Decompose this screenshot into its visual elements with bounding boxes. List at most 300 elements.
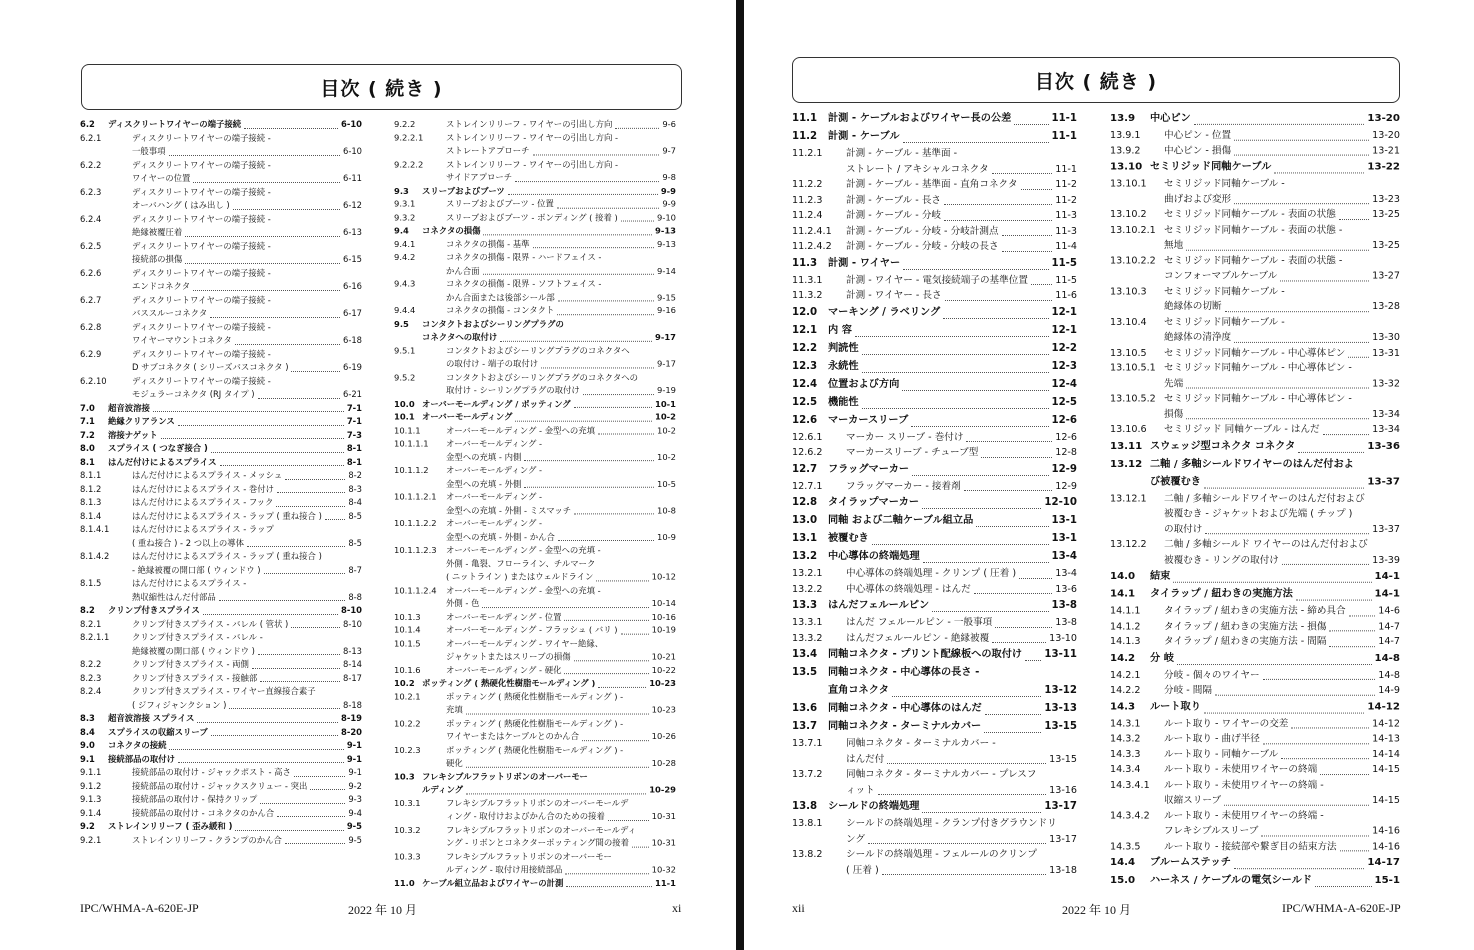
toc-number: 8.2.4	[80, 686, 102, 696]
toc-number: 10.1.1.2	[394, 465, 429, 475]
toc-page-number: 6-11	[342, 173, 362, 183]
toc-number: 6.2.7	[80, 294, 102, 305]
dot-leader	[868, 843, 1046, 844]
toc-number: 10.1.6	[394, 664, 421, 675]
toc-title: 接続部品の取付け - コネクタのかん合	[132, 807, 275, 818]
toc-entry	[792, 430, 1077, 446]
toc-section-heading	[80, 820, 362, 834]
toc-page-number: 14-12	[1372, 718, 1400, 729]
dot-leader	[178, 425, 344, 426]
toc-page-number: 12-5	[1051, 396, 1077, 408]
toc-title: 接続部品の取付け - ジャックポスト - 高さ	[132, 767, 291, 777]
dot-leader	[1291, 727, 1369, 728]
toc-number: 10.1.4	[394, 624, 421, 635]
toc-title: 硬化	[446, 757, 463, 768]
toc-title: 中心ピン - 損傷	[1164, 145, 1232, 157]
toc-title: 絶縁クリアランス	[108, 416, 175, 426]
toc-title: セミリジッド同軸ケーブル - 中心導体ピン -	[1164, 393, 1352, 405]
dot-leader	[291, 371, 340, 372]
toc-page-number: 9-15	[656, 292, 676, 302]
dot-leader	[1215, 694, 1375, 695]
toc-page-number: 13-27	[1372, 270, 1400, 282]
toc-title: ポッティング ( 熱硬化性樹脂モールディング ) -	[446, 744, 624, 755]
toc-entry	[80, 267, 362, 294]
toc-title: ハーネス / ケーブルの電気シールド	[1150, 875, 1312, 887]
dot-leader	[310, 789, 345, 790]
toc-title: ルート取り - 接続部や繋ぎ目の結束方法	[1164, 840, 1337, 852]
toc-page-number: 10-14	[651, 598, 676, 609]
toc-entry	[394, 251, 676, 278]
toc-page-number: 14-17	[1367, 857, 1400, 869]
toc-number: 12.7	[792, 463, 818, 475]
dot-leader	[1261, 835, 1369, 836]
dot-leader	[515, 181, 659, 182]
toc-page-number: 10-21	[651, 651, 676, 662]
toc-entry	[394, 278, 676, 305]
dot-leader	[483, 234, 652, 235]
toc-column-right	[1110, 110, 1400, 890]
toc-page-number: 9-9	[660, 185, 676, 196]
toc-title: タイラップ / 紐わきの実施方法	[1150, 588, 1293, 600]
toc-entry	[1110, 253, 1400, 284]
dot-leader	[169, 155, 340, 156]
toc-title: ワイヤーまたはケーブルとのかん合	[446, 731, 579, 742]
toc-title: ルディング	[422, 784, 464, 795]
toc-page-number: 13-8	[1055, 617, 1077, 628]
toc-section-heading	[1110, 159, 1400, 177]
dot-leader	[500, 340, 652, 341]
toc-title: ディスクリートワイヤーの端子接続 -	[132, 213, 271, 224]
dot-leader	[1002, 235, 1053, 236]
toc-page-number: 7-1	[346, 402, 362, 413]
dot-leader	[1234, 139, 1369, 140]
dot-leader	[903, 269, 1048, 270]
toc-number: 7.2	[80, 429, 95, 440]
toc-entry	[394, 690, 676, 717]
dot-leader	[1234, 155, 1369, 156]
toc-section-heading	[394, 877, 676, 890]
toc-title: 金型への充填 - 外側 - かん合	[446, 531, 555, 542]
dot-leader	[943, 318, 1048, 319]
dot-leader	[1315, 886, 1372, 887]
toc-title: スリーブおよびブーツ	[422, 185, 505, 196]
toc-title: ルート取り - 未使用ワイヤーの終端 -	[1164, 810, 1324, 822]
toc-title: セミリジッド同軸ケーブル - 中心導体ピン	[1164, 347, 1346, 359]
dot-leader	[912, 475, 1048, 476]
toc-title: スリーブおよびブーツ - ボンディング ( 接着 )	[446, 212, 618, 223]
toc-page-number: 9-2	[348, 780, 362, 791]
toc-number: 11.2.4.1	[792, 225, 832, 237]
toc-number: 11.2.1	[792, 148, 823, 159]
toc-entry	[394, 491, 676, 518]
toc-number: 10.2.2	[394, 717, 421, 728]
dot-leader	[1002, 251, 1053, 252]
toc-page-number: 12-6	[1051, 414, 1077, 426]
toc-entry	[1110, 143, 1400, 158]
toc-number: 10.1.1	[394, 425, 421, 435]
toc-number: 12.6.2	[792, 447, 823, 458]
dot-leader	[466, 793, 646, 794]
dot-leader	[1263, 679, 1376, 680]
toc-entry	[1110, 762, 1400, 777]
toc-page-number: 13-36	[1367, 440, 1400, 452]
toc-number: 11.3.1	[792, 274, 823, 286]
toc-page-number: 13-20	[1372, 129, 1400, 141]
toc-title: 接続部の損傷	[132, 254, 183, 264]
dot-leader	[285, 479, 345, 480]
toc-number: 10.3.3	[394, 851, 421, 861]
toc-title: フレキシブルスリーブ	[1164, 825, 1259, 837]
toc-number: 9.3	[394, 185, 409, 196]
toc-page-number: 7-1	[346, 416, 362, 426]
toc-title: シールドの終端処理 - フェルールのクリンプ	[846, 849, 1037, 860]
toc-title: 分岐 - 間隔	[1164, 684, 1212, 696]
toc-number: 13.10.5.2	[1110, 393, 1156, 405]
toc-entry	[1110, 391, 1400, 422]
toc-page-number: 8-4	[348, 497, 362, 507]
dot-leader	[277, 816, 345, 817]
dot-leader	[566, 886, 652, 887]
toc-entry	[1110, 491, 1400, 537]
dot-leader	[1323, 434, 1369, 435]
toc-title: マーカー スリーブ - 巻付け	[846, 431, 964, 443]
toc-title: コンタクトおよびシーリングプラグのコネクタへ	[446, 345, 630, 356]
toc-entry	[80, 685, 362, 712]
toc-entry	[394, 637, 676, 664]
dot-leader	[922, 812, 1041, 813]
toc-section-heading	[792, 700, 1077, 718]
toc-title: コンフォーマブルケーブル	[1164, 270, 1278, 282]
toc-page-number: 13-37	[1372, 523, 1400, 535]
toc-page-number: 14-7	[1378, 636, 1400, 648]
toc-number: 13.10	[1110, 161, 1143, 173]
dot-leader	[596, 580, 648, 581]
toc-number: 13.6	[792, 703, 818, 714]
toc-page-number: 15-1	[1374, 875, 1400, 887]
toc-page-number: 9-19	[656, 385, 676, 396]
toc-entry	[394, 371, 676, 398]
toc-page-number: 6-19	[342, 362, 362, 372]
toc-number: 6.2.9	[80, 348, 102, 359]
toc-entry	[394, 823, 676, 850]
dot-leader	[1019, 578, 1052, 579]
toc-number: 10.1.1.2.1	[394, 491, 437, 502]
toc-section-heading	[792, 412, 1077, 430]
toc-page-number: 14-8	[1374, 652, 1400, 664]
toc-page-number: 6-12	[342, 200, 362, 210]
toc-number: 13.10.5.1	[1110, 362, 1156, 374]
toc-title: クリンプ付きスプライス	[108, 605, 200, 615]
toc-number: 11.3	[792, 257, 818, 269]
toc-number: 9.1.2	[80, 780, 102, 791]
toc-number: 10.1.1.1	[394, 438, 429, 449]
toc-page-number: 13-6	[1055, 583, 1077, 595]
dot-leader	[1234, 203, 1369, 204]
toc-entry	[394, 717, 676, 744]
toc-page-number: 10-2	[656, 451, 676, 462]
toc-section-heading	[792, 646, 1077, 664]
toc-page-number: 12-9	[1051, 463, 1077, 475]
toc-entry	[80, 631, 362, 658]
toc-number: 13.3.1	[792, 617, 823, 628]
dot-leader	[1320, 774, 1369, 775]
toc-number: 13.8.1	[792, 818, 823, 829]
toc-entry	[1110, 747, 1400, 762]
toc-number: 13.9.2	[1110, 145, 1141, 157]
toc-entry	[1110, 315, 1400, 346]
toc-page-number: 12-10	[1044, 497, 1077, 508]
toc-entry	[394, 118, 676, 131]
dot-leader	[524, 460, 654, 461]
toc-entry	[80, 780, 362, 794]
dot-leader	[932, 611, 1048, 612]
toc-number: 9.4	[394, 225, 409, 236]
toc-title: 同軸コネクタ - 中心導体のはんだ	[828, 703, 982, 714]
toc-title: サイドアプローチ	[446, 172, 513, 183]
toc-page-number: 14-13	[1372, 733, 1400, 745]
dot-leader	[244, 128, 338, 129]
toc-page-number: 14-7	[1378, 620, 1400, 632]
toc-number: 14.1	[1110, 588, 1136, 600]
toc-page-number: 13-31	[1372, 347, 1400, 359]
toc-title: 金型への充填 - 内側	[446, 451, 522, 462]
toc-title: 被覆むき - リングの取付け	[1164, 554, 1279, 566]
toc-page-number: 9-17	[656, 358, 676, 369]
toc-page-number: 10-22	[651, 664, 676, 675]
toc-entry	[80, 294, 362, 321]
toc-title: 取付け - シーリングプラグの取付け	[446, 385, 580, 396]
toc-entry	[394, 131, 676, 158]
toc-title: セミリジッド 同軸ケーブル - はんだ	[1164, 424, 1320, 436]
toc-page-number: 12-8	[1055, 447, 1077, 458]
toc-number: 9.3.2	[394, 212, 416, 223]
toc-entry	[1110, 731, 1400, 746]
toc-number: 14.4	[1110, 857, 1136, 869]
toc-section-heading	[80, 753, 362, 767]
toc-section-heading	[792, 461, 1077, 479]
toc-number: 6.2.4	[80, 213, 102, 224]
toc-page-number: 6-17	[342, 308, 362, 318]
toc-title: び被覆むき	[1150, 476, 1201, 488]
dot-leader	[872, 544, 1049, 545]
dot-leader	[1204, 712, 1364, 713]
toc-title: 接続部品の取付け - 保持クリップ	[132, 794, 258, 804]
toc-number: 9.3.1	[394, 198, 416, 209]
dot-leader	[922, 508, 1041, 509]
toc-title: 分 岐	[1150, 652, 1174, 664]
toc-title: オーバーモールディング -	[446, 518, 543, 529]
toc-section-heading	[1110, 872, 1400, 890]
toc-title: オーバーモールディング - ワイヤー絶縁、	[446, 638, 604, 648]
toc-title: ストレインリリーフ - ワイヤーの引出し方向 -	[446, 158, 619, 169]
dot-leader	[632, 846, 649, 847]
toc-entry	[792, 208, 1077, 224]
toc-page-number: 13-18	[1049, 864, 1077, 876]
toc-page-number: 14-14	[1372, 748, 1400, 760]
toc-number: 13.10.6	[1110, 424, 1147, 436]
toc-page-number: 10-9	[656, 531, 676, 542]
toc-number: 9.4.4	[394, 305, 416, 316]
toc-title: フラッグマーカー	[828, 463, 910, 475]
toc-number: 11.0	[394, 877, 415, 888]
toc-page-number: 12-6	[1055, 431, 1077, 443]
toc-section-heading	[792, 394, 1077, 412]
toc-section-heading	[792, 340, 1077, 358]
toc-title: の取付け	[1164, 523, 1203, 535]
toc-section-heading	[792, 376, 1077, 394]
toc-title: ポッティング ( 熱硬化性樹脂モールディング ) -	[446, 691, 624, 702]
toc-title: ディスクリートワイヤーの端子接続	[108, 119, 242, 129]
toc-section-heading	[1110, 586, 1400, 604]
toc-entry	[394, 158, 676, 185]
toc-title: ( ジフィジャンクション )	[132, 699, 227, 710]
toc-title: はんだ付けによるスプライス - ラップ	[132, 524, 274, 534]
toc-title: ケーブル組立品およびワイヤーの計測	[422, 877, 564, 888]
dot-leader	[608, 820, 649, 821]
toc-section-heading	[394, 398, 676, 411]
toc-title: ストレートアプローチ	[446, 145, 530, 156]
toc-entry	[394, 584, 676, 611]
toc-title: 中心ピン	[1150, 112, 1191, 124]
dot-leader	[235, 344, 340, 345]
toc-title: 計測 - ケーブルおよびワイヤー長の公差	[828, 113, 1012, 124]
toc-title: 外側 - 亀裂、フローライン、チルマーク	[446, 558, 596, 569]
toc-entry	[80, 496, 362, 510]
dot-leader	[247, 546, 345, 547]
dot-leader	[976, 526, 1048, 527]
toc-number: 13.10.4	[1110, 316, 1147, 328]
toc-section-heading	[1110, 110, 1400, 128]
page-divider	[736, 0, 744, 950]
toc-title: フレキシブルフラットリボンのオーバーモールデ	[446, 797, 629, 808]
dot-leader	[903, 142, 1049, 143]
toc-title: タイラップ / 紐わきの実施方法 - 間隔	[1164, 636, 1327, 648]
toc-number: 10.1.1.2.2	[394, 518, 437, 529]
toc-page-number: 8-14	[342, 659, 362, 669]
dot-leader	[229, 708, 340, 709]
toc-number: 11.2.3	[792, 194, 823, 206]
dot-leader	[574, 513, 654, 514]
dot-leader	[564, 673, 648, 674]
toc-title: ディスクリートワイヤーの端子接続 -	[132, 294, 271, 305]
toc-number: 12.6.1	[792, 431, 823, 443]
toc-number: 8.2.1	[80, 618, 102, 629]
toc-title: 中心ピン - 位置	[1164, 129, 1232, 141]
toc-title: スリーブおよびブーツ - 位置	[446, 198, 554, 209]
toc-entry	[394, 464, 676, 491]
toc-number: 13.3	[792, 600, 818, 611]
toc-title: 損傷	[1164, 408, 1184, 420]
toc-number: 9.5.2	[394, 371, 416, 382]
toc-title: ( 重ね接合 ) - 2 つ以上の導体	[132, 537, 244, 548]
toc-number: 12.7.1	[792, 480, 823, 492]
toc-number: 13.10.2.2	[1110, 255, 1156, 267]
toc-title: 先端	[1164, 378, 1184, 389]
toc-page-number: 9-1	[346, 753, 362, 764]
toc-number: 13.7	[792, 721, 818, 732]
toc-section-heading	[394, 185, 676, 198]
toc-section-heading	[1110, 698, 1400, 716]
toc-section-heading	[80, 712, 362, 726]
toc-page-number: 8-18	[342, 699, 362, 710]
toc-number: 8.4	[80, 726, 95, 737]
toc-number: 6.2.1	[80, 132, 102, 143]
toc-page-number: 6-10	[342, 146, 362, 156]
toc-entry	[792, 239, 1077, 255]
toc-title: 計測 - ケーブル - 長さ	[846, 194, 942, 206]
toc-entry	[1110, 176, 1400, 207]
dot-leader	[210, 317, 340, 318]
toc-number: 9.1.3	[80, 794, 102, 804]
toc-section-heading	[80, 456, 362, 470]
dot-leader	[1014, 124, 1048, 125]
dot-leader	[558, 300, 654, 301]
dot-leader	[193, 290, 340, 291]
toc-title: シールドの終端処理 - クランプ付きグラウンドリ	[846, 818, 1057, 829]
toc-title: 同軸コネクタ - ターミナルカバー -	[846, 738, 996, 749]
toc-entry	[80, 321, 362, 348]
toc-page-number: 10-2	[655, 411, 676, 422]
toc-page-number: 13-34	[1372, 408, 1400, 420]
toc-section-heading	[80, 415, 362, 429]
toc-entry	[792, 767, 1077, 798]
dot-leader	[1186, 249, 1369, 250]
toc-number: 9.4.3	[394, 278, 416, 289]
toc-number: 8.1.4	[80, 510, 102, 521]
toc-number: 11.2.2	[792, 179, 823, 190]
toc-number: 8.2.2	[80, 659, 102, 669]
footer-right: xi	[672, 901, 682, 915]
toc-page-number: 8-7	[348, 564, 362, 575]
toc-page-number: 9-9	[662, 198, 676, 209]
toc-title: 超音波溶接 スプライス	[108, 713, 195, 723]
dot-leader	[161, 438, 344, 439]
toc-title: ディスクリートワイヤーの端子接続 -	[132, 321, 271, 332]
toc-title: ディスクリートワイヤーの端子接続 -	[132, 186, 271, 197]
dot-leader	[193, 182, 340, 183]
toc-title: ポッティング ( 熱硬化性樹脂モールディング )	[422, 678, 596, 688]
dot-leader	[466, 766, 649, 767]
dot-leader	[185, 236, 340, 237]
toc-number: 13.4	[792, 649, 818, 660]
toc-title: ング	[846, 833, 865, 845]
toc-page-number: 14-1	[1374, 588, 1400, 600]
toc-section-heading	[792, 358, 1077, 376]
toc-page-number: 11-2	[1055, 194, 1077, 206]
toc-page-number: 8-5	[348, 537, 362, 548]
toc-entry	[394, 544, 676, 584]
dot-leader	[260, 803, 345, 804]
dot-leader	[1234, 341, 1369, 342]
dot-leader	[565, 873, 648, 874]
toc-page-number: 9-8	[662, 172, 676, 183]
dot-leader	[508, 194, 658, 195]
dot-leader	[294, 776, 345, 777]
toc-number: 8.3	[80, 713, 95, 723]
dot-leader	[598, 686, 646, 687]
toc-page-number: 6-16	[342, 281, 362, 291]
toc-page-number: 9-10	[656, 212, 676, 223]
toc-number: 10.3.1	[394, 797, 421, 808]
toc-number: 10.2.3	[394, 744, 421, 755]
toc-title: クリンプ付きスプライス - バレル ( 管状 )	[132, 618, 289, 629]
dot-leader	[1186, 418, 1369, 419]
toc-number: 9.4.1	[394, 238, 416, 249]
toc-title: はんだフェルールピン - 絶縁被覆	[846, 632, 990, 644]
dot-leader	[1329, 630, 1375, 631]
toc-title: 絶縁体の清浄度	[1164, 332, 1232, 343]
toc-entry	[394, 437, 676, 464]
